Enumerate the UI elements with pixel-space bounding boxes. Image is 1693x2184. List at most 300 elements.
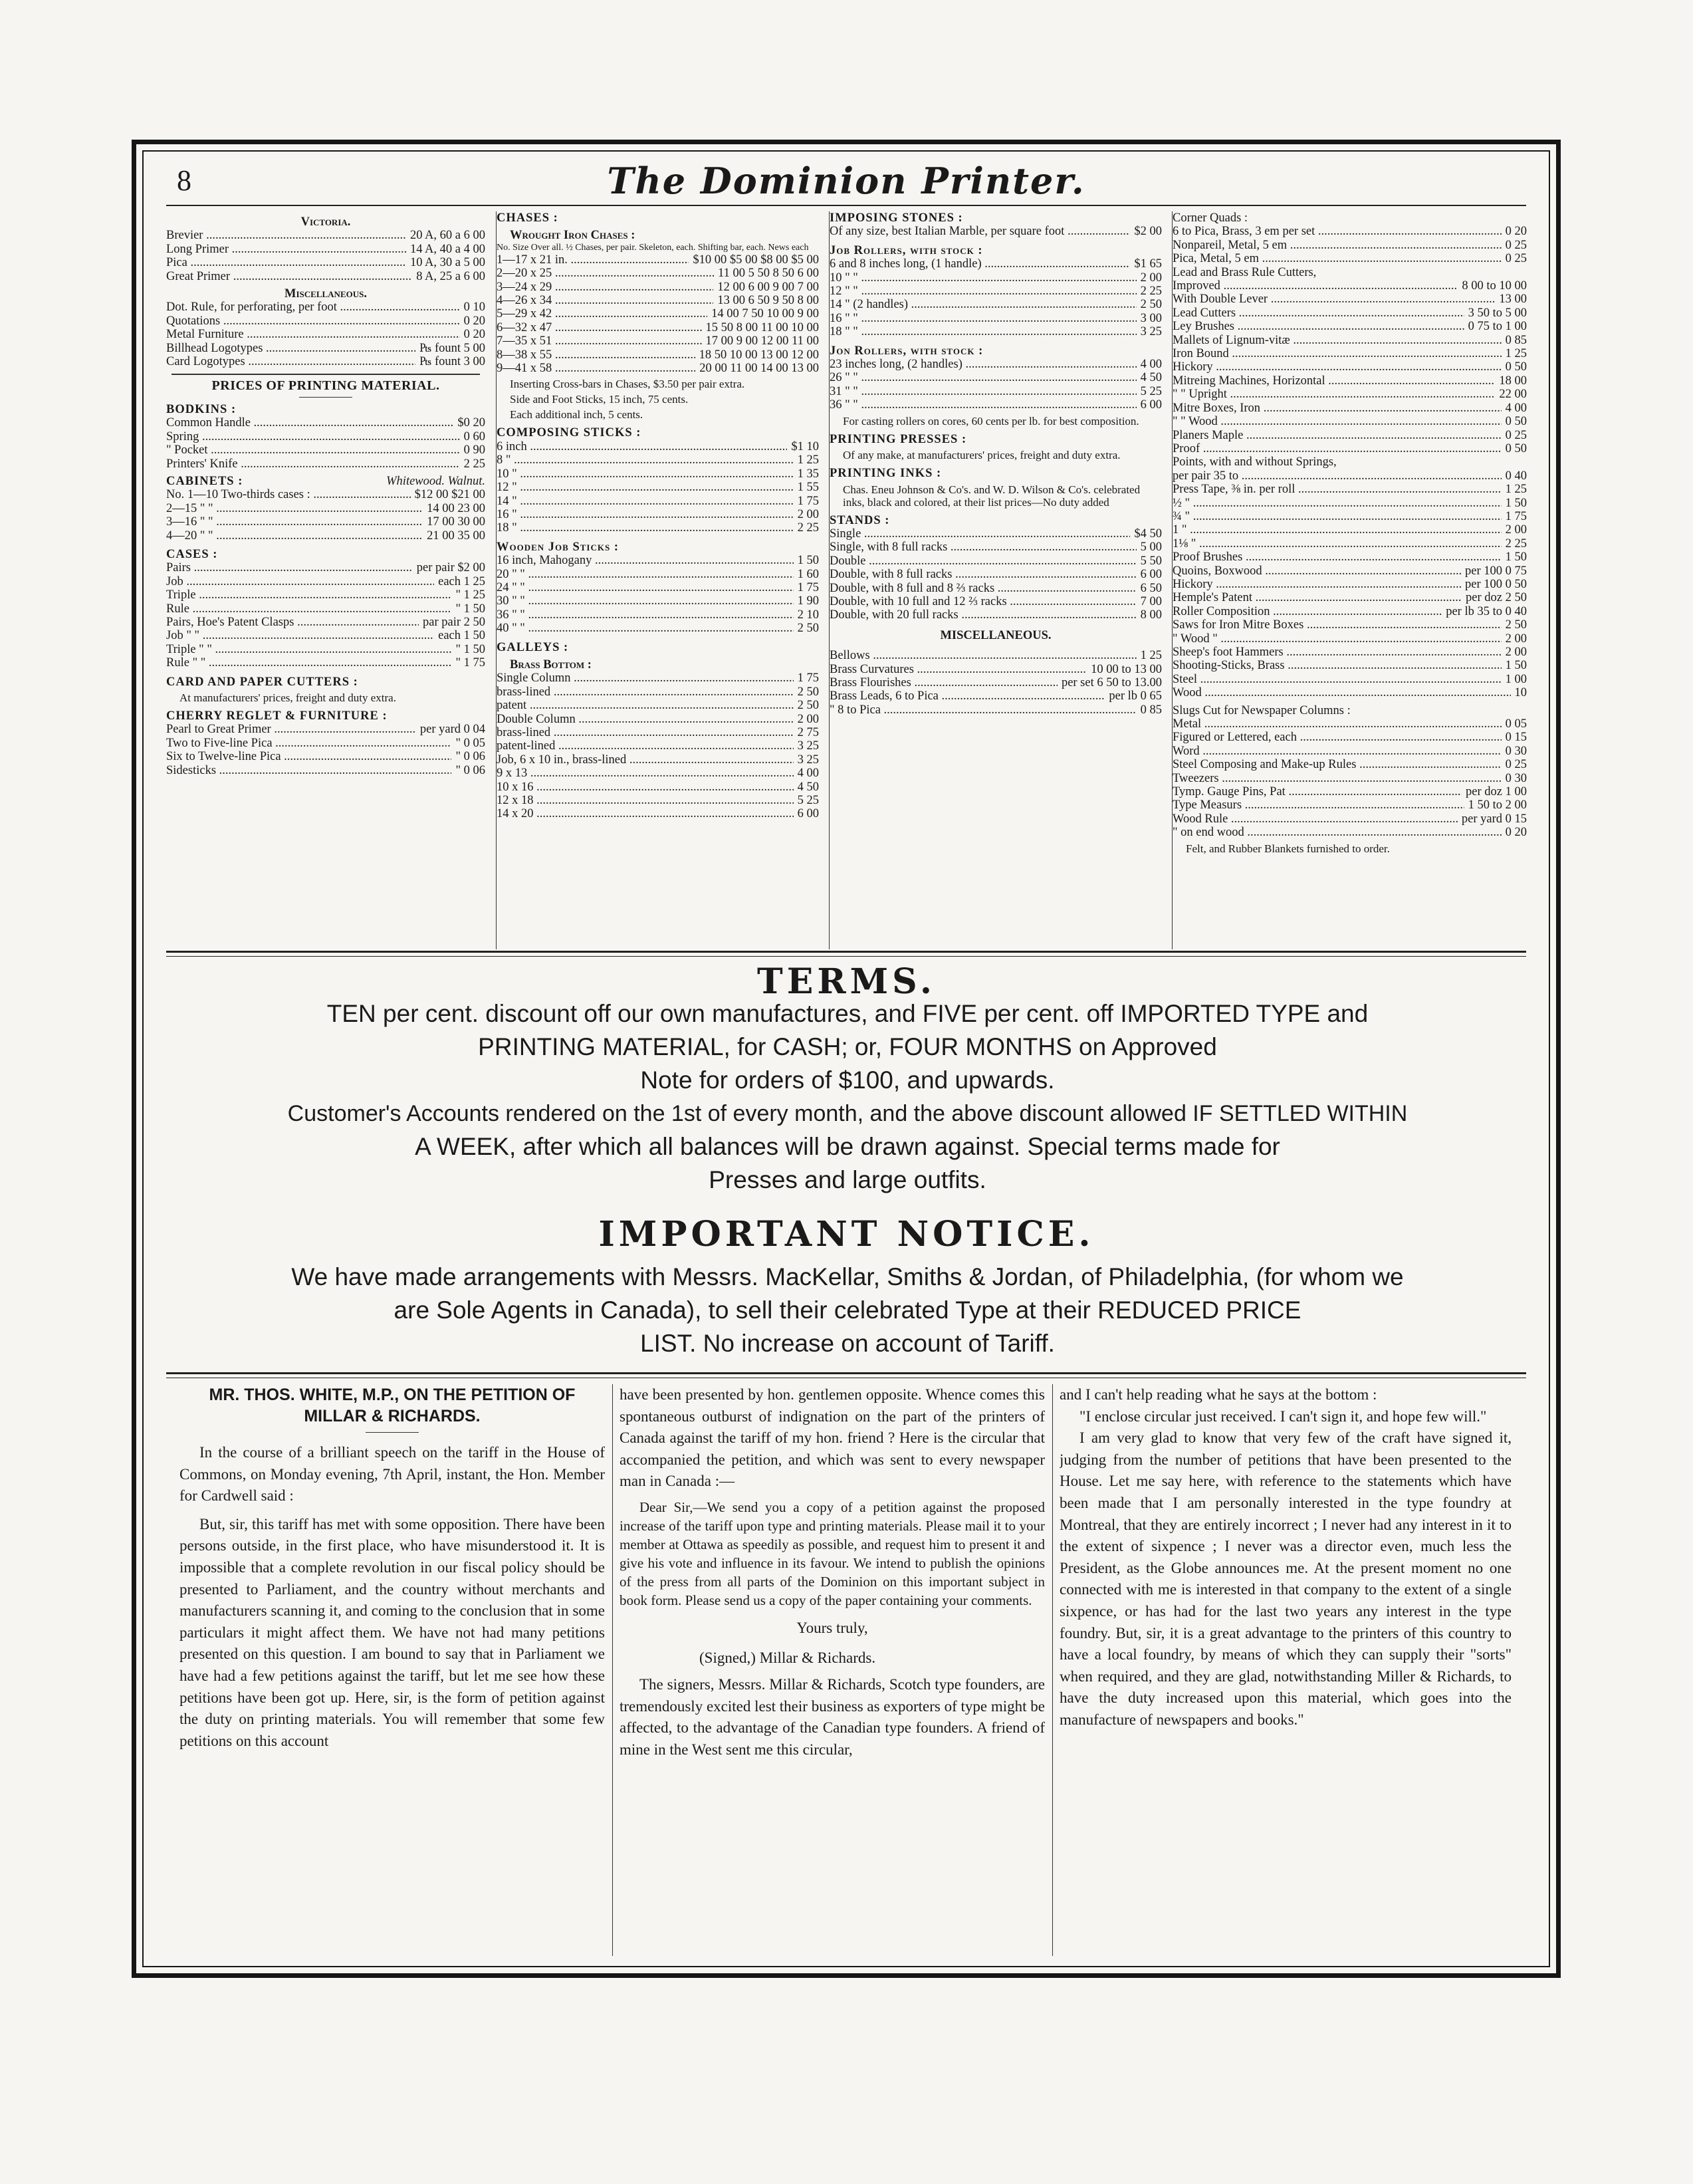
article-column-3: [1060, 1384, 1512, 1956]
price-item-value: 5 25: [1140, 384, 1162, 398]
price-item-label: " on end wood .....: [1173, 826, 1502, 839]
price-item-label: " 8 to Pica .....: [830, 703, 1137, 717]
price-item-label: Hickory .....: [1173, 578, 1461, 591]
price-item-label: 10 x 16 .....: [497, 781, 794, 794]
price-row: [166, 328, 485, 341]
price-item-label: 6 inch .....: [497, 440, 787, 453]
price-row: [1173, 320, 1527, 333]
chases-subtitle: Wrought Iron Chases :: [510, 229, 635, 243]
price-item-label: Double Column .....: [497, 713, 794, 726]
price-item-value: 6 00: [797, 807, 819, 821]
price-item-value: 0 85: [1505, 333, 1527, 347]
price-row: [497, 334, 819, 348]
price-item-label: Single, with 8 full racks .....: [830, 541, 1137, 554]
terms-body: [179, 997, 1516, 1197]
article-paragraph: have been presented by hon. gentlemen opposite. Whence comes this spontaneous outburst of indignation on the part of the printers of Canada against the tariff of my hon. friend ? Here is the circular that accompanied the petition, and which was sent to every newspaper man in Canada :—: [620, 1386, 1045, 1490]
price-row: [1173, 812, 1527, 826]
price-item-label: Job, 6 x 10 in., brass-lined .....: [497, 753, 794, 767]
price-row: [166, 750, 485, 763]
price-row: [497, 781, 819, 794]
price-row: [166, 430, 485, 443]
column-rule: [1052, 1384, 1053, 1956]
price-item-value: " 1 50: [455, 602, 485, 616]
price-item-label: Double, with 8 full and 8 ⅔ racks .....: [830, 582, 1137, 595]
price-item-value: 2 25: [1140, 285, 1162, 299]
price-item-label: 3—24 x 29 .....: [497, 281, 713, 294]
price-item-value: 0 25: [1505, 428, 1527, 442]
price-item-value: 14 00 23 00: [427, 501, 485, 515]
notice-body: [179, 1261, 1516, 1360]
price-row: [166, 301, 485, 314]
price-row: [1173, 429, 1527, 442]
price-row: [1173, 293, 1527, 306]
letter-signature: (Signed,) Millar & Richards.: [699, 1649, 876, 1666]
price-row: [830, 385, 1162, 398]
presses-note: Of any make, at manufacturers' prices, freight and duty extra.: [843, 449, 1121, 462]
price-item-value: ₧ fount 3 00: [419, 355, 485, 369]
price-item-value: per set 6 50 to 13.00: [1061, 675, 1162, 689]
terms-line-3: Note for orders of $100, and upwards.: [640, 1066, 1055, 1094]
price-item-value: 2 25: [463, 457, 485, 471]
price-item-value: 1 25: [1505, 347, 1527, 361]
price-item-label: Shooting-Sticks, Brass .....: [1173, 659, 1502, 672]
price-item-value: 2 00: [1505, 646, 1527, 659]
price-item-value: ₧ fount 5 00: [419, 341, 485, 355]
price-item-value: 0 30: [1505, 744, 1527, 758]
price-row: [1173, 306, 1527, 320]
price-item-label: patent-lined .....: [497, 739, 794, 753]
price-row: [497, 453, 819, 467]
price-row: [830, 541, 1162, 554]
price-row: [166, 488, 485, 501]
bodkins-title: BODKINS :: [166, 402, 237, 416]
price-item-label: 9 x 13 .....: [497, 767, 794, 780]
price-row: [166, 643, 485, 656]
price-item-label: 6 and 8 inches long, (1 handle) .....: [830, 257, 1130, 271]
price-item-value: per lb 35 to 0 40: [1446, 604, 1527, 618]
price-item-label: Mitreing Machines, Horizontal .....: [1173, 374, 1495, 388]
price-item-label: " " Wood .....: [1173, 415, 1502, 428]
price-item-label: ½ " .....: [1173, 497, 1502, 510]
price-row: [830, 285, 1162, 298]
cases-title: CASES :: [166, 547, 218, 561]
price-item-value: 1 60: [797, 567, 819, 581]
price-item-label: 9—41 x 58 .....: [497, 362, 695, 375]
price-item-label: Rule " " .....: [166, 656, 451, 669]
price-item-value: 1 50: [797, 554, 819, 568]
price-item-label: Iron Bound .....: [1173, 347, 1502, 360]
price-row: per pair 35 to ..... 0 40: [1173, 469, 1527, 483]
price-row: [830, 371, 1162, 384]
price-item-label: patent .....: [497, 699, 794, 712]
price-item-value: 18 00: [1499, 374, 1527, 388]
price-item-label: 36 " " .....: [830, 398, 1137, 412]
price-item-label: Long Primer .....: [166, 243, 406, 256]
price-row: [166, 764, 485, 777]
price-item-value: 2 50: [797, 622, 819, 636]
price-item-value: 1 25: [1505, 483, 1527, 497]
price-item-value: 2 00: [797, 712, 819, 726]
price-item-label: 1 " .....: [1173, 523, 1502, 537]
price-row: [1173, 618, 1527, 632]
price-row: [166, 588, 485, 602]
price-row: [830, 689, 1162, 703]
price-item-label: Pica .....: [166, 256, 406, 269]
price-item-label: Hemple's Patent .....: [1173, 591, 1462, 604]
price-item-value: 3 25: [797, 753, 819, 767]
terms-title: TERMS.: [757, 961, 936, 1002]
price-row: [1173, 334, 1527, 347]
price-row: [1173, 279, 1527, 293]
price-item-value: per doz 2 50: [1466, 591, 1527, 605]
terms-line-1: TEN per cent. discount off our own manufactures, and FIVE per cent. off IMPORTED TYPE and: [326, 1000, 1369, 1027]
price-item-value: 5 50: [1140, 554, 1162, 568]
price-item-value: 17 00 9 00 12 00 11 00: [705, 334, 819, 348]
price-item-value: 2 00: [797, 507, 819, 521]
article-headline: MR. THOS. WHITE, M.P., ON THE PETITION OF MILLAR & RICHARDS.: [209, 1386, 576, 1425]
price-item-value: 2 50: [1505, 618, 1527, 632]
chase-note: Each additional inch, 5 cents.: [510, 408, 643, 422]
price-item-value: 13 00: [1499, 293, 1527, 306]
section-rule: [171, 374, 480, 375]
price-item-value: 7 00: [1140, 594, 1162, 608]
price-row: [1173, 550, 1527, 564]
price-item-label: Job " " .....: [166, 629, 434, 642]
price-item-value: 21 00 35 00: [427, 529, 485, 543]
article-column-1: [179, 1384, 605, 1956]
price-item-label: Press Tape, ⅜ in. per roll .....: [1173, 483, 1502, 496]
price-row: [1173, 578, 1527, 591]
price-item-value: 12 00 6 00 9 00 7 00: [717, 280, 819, 294]
price-row: [830, 398, 1162, 412]
price-row: [1173, 360, 1527, 374]
price-item-value: per 100 0 50: [1465, 577, 1527, 591]
price-row: [166, 243, 485, 256]
price-item-label: 4—20 " " .....: [166, 529, 423, 543]
cabinets-title: CABINETS :: [166, 474, 243, 488]
terms-line-2: PRINTING MATERIAL, for CASH; or, FOUR MONTHS on Approved: [478, 1033, 1217, 1060]
price-item-label: Billhead Logotypes .....: [166, 342, 415, 355]
notice-title: IMPORTANT NOTICE.: [598, 1214, 1095, 1255]
price-item-label: Pearl to Great Primer .....: [166, 723, 416, 736]
price-item-value: 17 00 30 00: [427, 515, 485, 529]
price-item-label: Ley Brushes .....: [1173, 320, 1464, 333]
price-item-value: 18 50 10 00 13 00 12 00: [699, 348, 819, 362]
price-item-label: Proof Brushes .....: [1173, 550, 1502, 564]
stones-title: IMPOSING STONES :: [830, 211, 963, 225]
price-item-label: 31 " " .....: [830, 385, 1137, 398]
price-row: [166, 575, 485, 588]
price-item-value: 4 00: [1505, 401, 1527, 415]
price-item-value: 8 A, 25 a 6 00: [416, 269, 485, 283]
price-row: [830, 649, 1162, 662]
price-row: [166, 457, 485, 471]
price-item-label: Tweezers .....: [1173, 772, 1502, 785]
price-item-value: $10 00 $5 00 $8 00 $5 00: [693, 253, 819, 267]
price-item-value: " 0 05: [455, 736, 485, 750]
price-item-label: Mitre Boxes, Iron .....: [1173, 402, 1502, 415]
price-item-label: 8—38 x 55 .....: [497, 348, 695, 362]
price-item-value: 4 00: [797, 767, 819, 781]
price-item-value: per pair $2 00: [416, 561, 485, 575]
rollers2-title: Jon Rollers, with stock :: [830, 344, 984, 358]
quads-title: Corner Quads :: [1173, 211, 1248, 225]
price-item-value: 2 10: [797, 608, 819, 622]
price-item-label: 36 " " .....: [497, 608, 794, 622]
price-item-label: No. 1—10 Two-thirds cases : .....: [166, 488, 411, 501]
price-item-value: each 1 50: [438, 629, 485, 643]
price-item-label: Proof .....: [1173, 442, 1502, 455]
stands-title: STANDS :: [830, 513, 890, 527]
price-item-label: Quoins, Boxwood .....: [1173, 564, 1461, 578]
price-item-value: 20 A, 60 a 6 00: [409, 229, 485, 243]
cutters-title: CARD AND PAPER CUTTERS :: [166, 675, 358, 689]
price-row: [497, 440, 819, 453]
price-item-value: 0 25: [1505, 252, 1527, 266]
price-item-value: 3 25: [797, 739, 819, 753]
price-item-value: 1 90: [797, 594, 819, 608]
price-item-value: per yard 0 15: [1461, 812, 1527, 826]
price-item-value: 4 50: [797, 780, 819, 794]
price-row: [1173, 523, 1527, 537]
price-item-label: Printers' Knife .....: [166, 457, 460, 471]
price-item-label: Improved .....: [1173, 279, 1458, 293]
price-row: [497, 807, 819, 820]
price-row: [497, 508, 819, 521]
price-item-label: Steel Composing and Make-up Rules .....: [1173, 758, 1502, 771]
price-item-label: 10 " " .....: [830, 271, 1137, 285]
price-item-label: Single Column .....: [497, 671, 794, 685]
page-header: [142, 154, 1550, 207]
price-row: [830, 595, 1162, 608]
price-row: [1173, 402, 1527, 415]
price-item-value: 2 25: [1505, 537, 1527, 550]
price-row: [497, 671, 819, 685]
price-item-label: 6 to Pica, Brass, 3 em per set .....: [1173, 225, 1502, 238]
title-rule: [299, 397, 352, 398]
terms-rule: [166, 951, 1526, 953]
price-item-label: Nonpareil, Metal, 5 em .....: [1173, 239, 1502, 252]
price-row: [1173, 772, 1527, 785]
price-item-value: 1 25: [1140, 649, 1162, 663]
price-row: [1173, 717, 1527, 731]
article-paragraph: The signers, Messrs. Millar & Richards, Scotch type founders, are tremendously excited lest their business as exporters of type might be affected, to the advantage of the Canadian type founders. A friend of mine in the West sent me this circular,: [620, 1676, 1045, 1758]
price-item-value: 2 50: [797, 685, 819, 699]
price-column-4: [1172, 211, 1527, 949]
price-row: [1173, 564, 1527, 578]
price-item-value: 14 00 7 50 10 00 9 00: [711, 307, 819, 321]
price-item-value: 5 25: [797, 794, 819, 808]
price-row: [497, 253, 819, 267]
price-item-label: 16 " " .....: [830, 312, 1137, 325]
price-row: [497, 267, 819, 280]
price-item-value: " 0 06: [455, 763, 485, 777]
victoria-title: Victoria.: [300, 215, 351, 229]
price-item-label: 18 " " .....: [830, 325, 1137, 338]
price-row: [1173, 388, 1527, 401]
article-rule: [166, 1372, 1526, 1374]
price-item-label: Brevier .....: [166, 229, 406, 242]
price-row: [830, 527, 1162, 541]
price-row: [166, 723, 485, 736]
price-item-value: " 0 06: [455, 750, 485, 764]
price-item-value: 3 25: [1140, 325, 1162, 339]
price-row: [166, 443, 485, 457]
price-item-label: Bellows .....: [830, 649, 1137, 662]
price-item-value: 22 00: [1499, 388, 1527, 402]
price-item-label: Pairs .....: [166, 561, 413, 574]
rollers-note: For casting rollers on cores, 60 cents per lb. for best composition.: [843, 414, 1139, 427]
quoted-letter: Dear Sir,—We send you a copy of a petition against the proposed increase of the tariff upon type and printing materials. Please mail it to your member at Ottawa as speedily as possible, and request him to present it and give his vote and influence in its favour. We intend to publish the opinions of the press from all parts of the Dominion on this important subject in book form. Please send us a copy of the paper containing your comments.: [620, 1499, 1045, 1608]
price-row: [497, 753, 819, 767]
price-item-value: 0 50: [1505, 415, 1527, 429]
slugs-note: Felt, and Rubber Blankets furnished to order.: [1186, 842, 1390, 855]
price-item-value: 2 50: [1140, 298, 1162, 312]
rollers-title: Job Rollers, with stock :: [830, 243, 983, 257]
price-item-value: 0 15: [1505, 731, 1527, 745]
price-item-label: 16 " .....: [497, 508, 794, 521]
price-item-label: Common Handle .....: [166, 416, 453, 429]
price-row: [830, 568, 1162, 581]
cabinets-woods: Whitewood. Walnut.: [386, 474, 485, 488]
prices-title: PRICES OF PRINTING MATERIAL.: [211, 378, 440, 394]
price-row: [1173, 605, 1527, 618]
price-row: [497, 581, 819, 594]
price-item-value: " 1 50: [455, 642, 485, 656]
price-row: [1173, 731, 1527, 744]
price-row: [497, 362, 819, 375]
price-item-label: Steel .....: [1173, 673, 1502, 686]
price-item-value: per 100 0 75: [1465, 564, 1527, 578]
price-row: [166, 256, 485, 269]
price-item-label: 6—32 x 47 .....: [497, 321, 702, 334]
price-item-value: 1 50 to 2 00: [1468, 798, 1527, 812]
price-item-label: 14 " (2 handles) .....: [830, 298, 1137, 311]
price-item-label: 12 x 18 .....: [497, 794, 794, 807]
slugs-title: Slugs Cut for Newspaper Columns :: [1173, 703, 1351, 717]
masthead: The Dominion Printer.: [607, 160, 1085, 202]
price-item-label: Double, with 20 full racks .....: [830, 608, 1137, 622]
price-row: [830, 582, 1162, 595]
article-paragraph: But, sir, this tariff has met with some opposition. There have been persons outside, in the first place, who have misunderstood it. It is impossible that a complete revolution in our fiscal policy should be presented to Parliament, and the country without merchants and manufacturers scanning it, and coming to the conclusion that in some particulars it might affect them. We have not had many petitions presented on this question. I am bound to say that in Parliament we have had a few petitions against the tariff, but let me see how these petitions have been got up. Here, sir, is the form of petition against the duty on printing materials. You will remember that some few petitions on this account: [179, 1515, 605, 1749]
price-row: [1173, 442, 1527, 455]
notice-line-3: LIST. No increase on account of Tariff.: [640, 1330, 1055, 1357]
price-row: [497, 622, 819, 635]
price-item-label: Triple " " .....: [166, 643, 451, 656]
price-item-label: Mallets of Lignum-vitæ .....: [1173, 334, 1502, 347]
price-item-label: Double, with 8 full racks .....: [830, 568, 1137, 581]
price-row: [497, 481, 819, 494]
price-item-value: 4 50: [1140, 371, 1162, 385]
price-row: [166, 561, 485, 574]
price-row: [1173, 252, 1527, 265]
price-item-label: 1—17 x 21 in. .....: [497, 253, 689, 267]
price-item-label: 14 " .....: [497, 495, 794, 508]
price-item-label: Rule .....: [166, 602, 451, 616]
inks-note: Chas. Eneu Johnson & Co's. and W. D. Wilson & Co's. celebrated inks, black and colored, at their list prices—No duty added: [843, 483, 1141, 509]
column-rule: [612, 1384, 613, 1956]
chase-note: Inserting Cross-bars in Chases, $3.50 per pair extra.: [510, 378, 745, 391]
price-item-value: par pair 2 50: [422, 615, 485, 629]
price-row: [497, 495, 819, 508]
price-item-label: 24 " " .....: [497, 581, 794, 594]
price-item-label: Quotations .....: [166, 314, 460, 328]
price-row: [497, 521, 819, 535]
price-item-value: 1 50: [1505, 659, 1527, 673]
price-row: [830, 703, 1162, 717]
price-row: [830, 554, 1162, 568]
price-item-value: 10 00 to 13 00: [1091, 662, 1162, 676]
price-row: [497, 281, 819, 294]
price-row: [1173, 826, 1527, 839]
price-row: [166, 229, 485, 242]
price-item-value: 1 25: [797, 453, 819, 467]
price-item-value: 4 00: [1140, 358, 1162, 372]
price-item-label: 4—26 x 34 .....: [497, 294, 713, 307]
price-row: [1173, 347, 1527, 360]
price-item-value: 0 25: [1505, 758, 1527, 772]
price-row: [1173, 239, 1527, 252]
price-item-value: $4 50: [1134, 527, 1162, 541]
price-row: [497, 739, 819, 753]
price-item-value: 3 00: [1140, 311, 1162, 325]
inks-title: PRINTING INKS :: [830, 467, 942, 481]
price-row: [830, 298, 1162, 311]
price-item-value: 10: [1514, 686, 1527, 700]
price-item-label: Wood .....: [1173, 686, 1511, 699]
points-title: Points, with and without Springs,: [1173, 455, 1337, 469]
price-item-value: 0 85: [1140, 703, 1162, 717]
price-item-value: 0 75 to 1 00: [1468, 320, 1527, 334]
price-item-value: 2 25: [797, 521, 819, 535]
price-item-value: 2 00: [1505, 632, 1527, 646]
price-item-value: 10 A, 30 a 5 00: [409, 256, 485, 270]
price-row: [1173, 415, 1527, 428]
price-item-label: 8 " .....: [497, 453, 794, 467]
price-item-value: 13 00 6 50 9 50 8 00: [717, 294, 819, 308]
price-item-label: 18 " .....: [497, 521, 794, 535]
price-column-1: [166, 211, 485, 949]
cutters-note: At manufacturers' prices, freight and duty extra.: [179, 691, 396, 704]
price-item-value: 6 50: [1140, 581, 1162, 595]
price-item-label: " Pocket .....: [166, 443, 460, 457]
price-row: [166, 502, 485, 515]
galleys-title: GALLEYS :: [497, 640, 569, 654]
price-row: [1173, 659, 1527, 672]
price-row: [830, 271, 1162, 285]
price-row: [497, 685, 819, 699]
headline-rule: [366, 1432, 419, 1433]
price-item-label: 16 inch, Mahogany .....: [497, 554, 794, 567]
terms-rule-thin: [166, 956, 1526, 957]
galleys-subtitle: Brass Bottom :: [510, 658, 592, 671]
price-item-value: 1 35: [797, 467, 819, 481]
price-item-label: Tymp. Gauge Pins, Pat .....: [1173, 785, 1462, 798]
price-item-value: per doz 1 00: [1466, 785, 1527, 799]
price-row: [497, 794, 819, 807]
price-item-label: Spring .....: [166, 430, 460, 443]
price-item-label: 20 " " .....: [497, 568, 794, 581]
price-item-label: Pica, Metal, 5 em .....: [1173, 252, 1502, 265]
price-item-value: 1 50: [1505, 496, 1527, 510]
price-item-label: Sidesticks .....: [166, 764, 451, 777]
header-rule: [166, 205, 1526, 206]
price-item-value: " 1 75: [455, 656, 485, 670]
price-item-label: Single .....: [830, 527, 1130, 541]
price-row: [497, 699, 819, 712]
price-item-label: 12 " " .....: [830, 285, 1137, 298]
price-row: [497, 294, 819, 307]
